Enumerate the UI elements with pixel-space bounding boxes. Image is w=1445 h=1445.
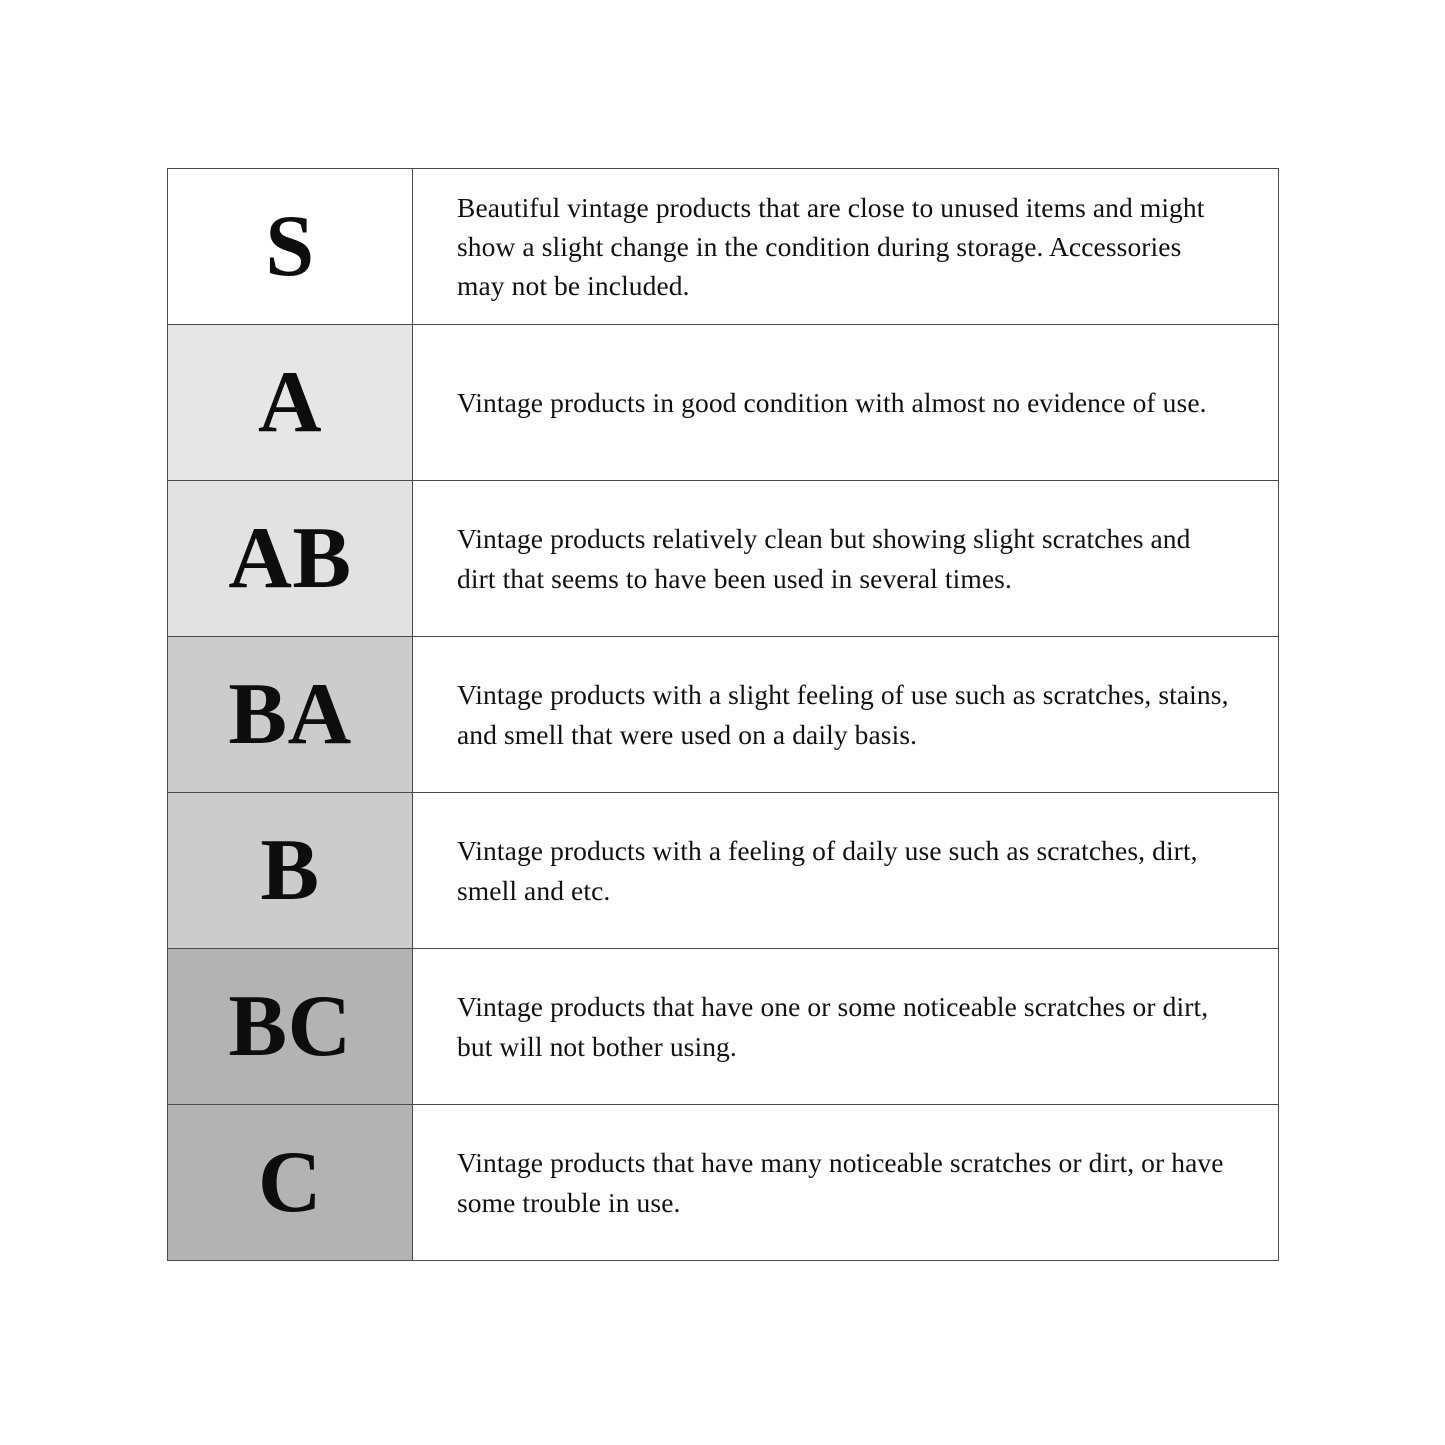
grade-label: BA bbox=[228, 665, 352, 763]
grade-label: BC bbox=[228, 977, 352, 1075]
table-row bbox=[168, 169, 1278, 325]
table-row bbox=[168, 793, 1278, 949]
description-text: Vintage products with a feeling of daily use such as scratches, dirt, smell and etc. bbox=[457, 835, 1198, 906]
description-text: Vintage products that have many noticeable scratches or dirt, or have some trouble in use. bbox=[457, 1147, 1224, 1218]
description-text: Vintage products relatively clean but showing slight scratches and dirt that seems to have been used in several times. bbox=[457, 523, 1191, 594]
table-row bbox=[168, 325, 1278, 481]
grade-label: AB bbox=[228, 509, 352, 607]
table-row bbox=[168, 481, 1278, 637]
grade-cell bbox=[168, 949, 413, 1104]
description-text: Vintage products that have one or some noticeable scratches or dirt, but will not bother using. bbox=[457, 991, 1209, 1062]
description-cell bbox=[413, 1105, 1278, 1260]
grade-label: S bbox=[265, 197, 315, 295]
grade-label: A bbox=[257, 353, 323, 451]
grade-cell bbox=[168, 637, 413, 792]
grade-cell bbox=[168, 325, 413, 480]
condition-grade-table bbox=[167, 168, 1279, 1261]
description-cell bbox=[413, 169, 1278, 324]
table-row bbox=[168, 1105, 1278, 1261]
description-cell bbox=[413, 793, 1278, 948]
grade-cell bbox=[168, 793, 413, 948]
description-cell bbox=[413, 949, 1278, 1104]
grade-cell bbox=[168, 481, 413, 636]
table-row bbox=[168, 949, 1278, 1105]
table-row bbox=[168, 637, 1278, 793]
grade-cell bbox=[168, 169, 413, 324]
description-cell bbox=[413, 637, 1278, 792]
grade-label: C bbox=[257, 1133, 323, 1231]
grade-cell bbox=[168, 1105, 413, 1260]
description-cell bbox=[413, 325, 1278, 480]
description-text: Beautiful vintage products that are close to unused items and might show a slight change in the condition during storage. Accessories may not be included. bbox=[457, 191, 1205, 302]
description-text: Vintage products with a slight feeling of use such as scratches, stains, and smell that were used on a daily basis. bbox=[457, 679, 1229, 750]
grade-label: B bbox=[260, 821, 320, 919]
description-cell bbox=[413, 481, 1278, 636]
description-text: Vintage products in good condition with almost no evidence of use. bbox=[457, 386, 1207, 418]
